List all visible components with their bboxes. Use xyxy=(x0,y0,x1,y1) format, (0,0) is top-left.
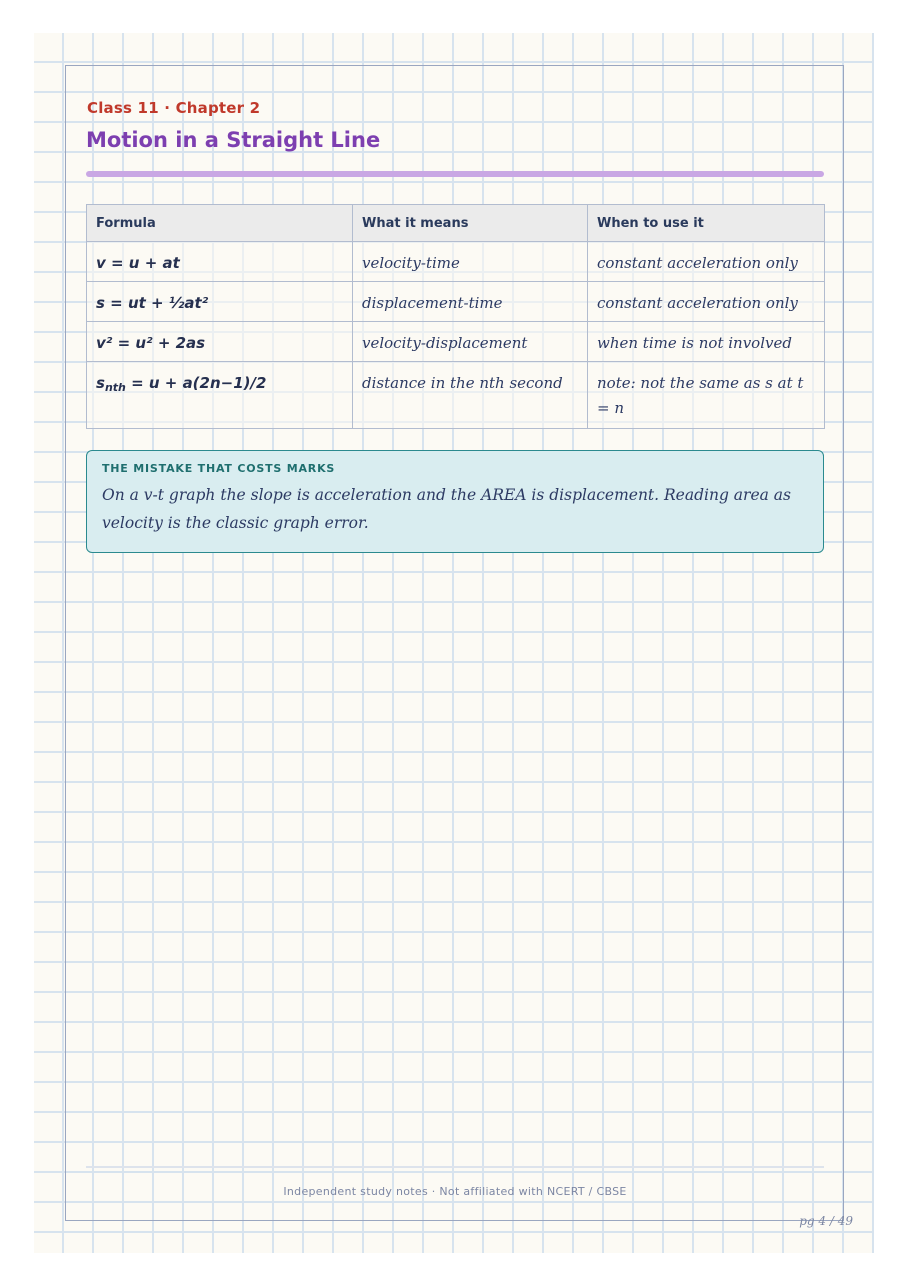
mistake-callout xyxy=(86,450,824,553)
table-row xyxy=(87,242,825,282)
table-row xyxy=(87,362,825,429)
formula-cell: v² = u² + 2as xyxy=(87,322,353,362)
formula-subscript: nth xyxy=(104,381,126,394)
formula-cell: v = u + at xyxy=(87,242,353,282)
when-cell: constant acceleration only xyxy=(588,242,825,282)
callout-text: On a v-t graph the slope is acceleration and the AREA is displacement. Reading area as velocity is the classic graph error. xyxy=(102,486,791,532)
meaning-cell: distance in the nth second xyxy=(353,362,588,429)
chapter-kicker: Class 11 · Chapter 2 xyxy=(87,99,261,117)
footer-disclaimer: Independent study notes · Not affiliated with NCERT / CBSE xyxy=(283,1185,627,1198)
formula-base: s xyxy=(96,374,105,392)
when-cell: note: not the same as s at t = n xyxy=(588,362,825,429)
formula-table xyxy=(86,204,825,429)
callout-label: THE MISTAKE THAT COSTS MARKS xyxy=(102,462,336,475)
meaning-cell: velocity-time xyxy=(353,242,588,282)
when-cell: constant acceleration only xyxy=(588,282,825,322)
table-header-row xyxy=(87,205,825,242)
header-formula: Formula xyxy=(87,205,353,242)
footer-divider xyxy=(86,1166,824,1168)
table-row xyxy=(87,322,825,362)
formula-rest: = u + a(2n−1)/2 xyxy=(125,374,267,392)
meaning-cell: velocity-displacement xyxy=(353,322,588,362)
table-row xyxy=(87,282,825,322)
page-number: pg 4 / 49 xyxy=(799,1214,853,1228)
page-title: Motion in a Straight Line xyxy=(86,128,381,152)
header-when: When to use it xyxy=(588,205,825,242)
formula-cell xyxy=(87,362,353,429)
meaning-cell: displacement-time xyxy=(353,282,588,322)
header-meaning: What it means xyxy=(353,205,588,242)
formula-cell: s = ut + ½at² xyxy=(87,282,353,322)
title-underline xyxy=(86,171,824,177)
when-cell: when time is not involved xyxy=(588,322,825,362)
